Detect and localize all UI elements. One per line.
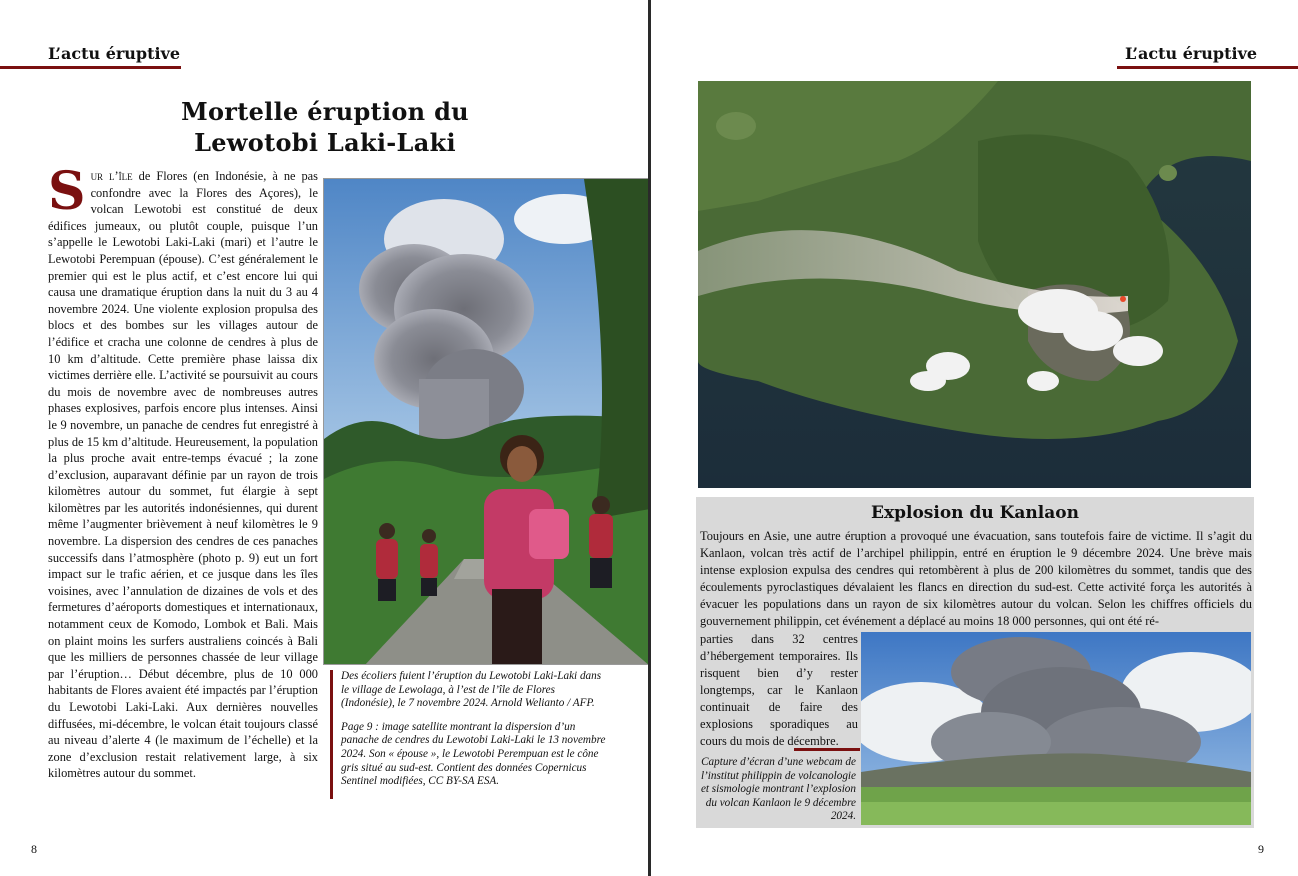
schoolchildren-illustration bbox=[324, 179, 649, 665]
kanlaon-illustration bbox=[861, 632, 1251, 825]
box-body: Toujours en Asie, une autre éruption a provoqué une évacuation, sans toutefois faire de victime. Il s’agit du Kanlaon, volcan très actif de l’archipel philippin, entré en éruption le 9 décembre 2024. Une brève mais intense explosion expulsa des cendres qui retombèrent à plus de 200 kilomètres du sommet, tandis que des écoulements pyroclastiques dévalaient les flancs en direction du sud-est. Cette activité força les autorités à évacuer les populations dans un rayon de six kilomètres autour du volcan. Selon les chiffres officiels du gouvernement philippin, cet événement a déplacé au moins 18 000 personnes, qui ont été ré- bbox=[700, 529, 1252, 628]
kanlaon-photo bbox=[861, 632, 1251, 825]
satellite-image bbox=[698, 81, 1251, 488]
rubric-underline bbox=[1117, 66, 1298, 69]
rubric-underline bbox=[0, 66, 181, 69]
title-line-2: Lewotobi Laki-Laki bbox=[194, 128, 456, 157]
page-number: 9 bbox=[1258, 842, 1264, 856]
article-body bbox=[48, 161, 319, 782]
caption-rule bbox=[794, 748, 860, 751]
box-body-wrap: parties dans 32 centres d’hébergement temporaires. Ils risquent bien d’y rester longtemps, car le Kanlaon continuait de faire des explosions sporadiques au cours du mois de décembre. bbox=[700, 632, 858, 748]
page-number: 8 bbox=[31, 842, 37, 856]
schoolchildren-photo bbox=[323, 178, 649, 665]
section-rubric: L’actu éruptive bbox=[48, 44, 181, 63]
photo-caption: Des écoliers fuient l’éruption du Lewotobi Laki-Laki dans le village de Lewolaga, à l’est de l’île de Flores (Indonésie), le 7 novembre 2024. Arnold Welianto / AFP. bbox=[341, 670, 602, 710]
photo-captions bbox=[330, 670, 609, 799]
lead-smallcaps: ur l’île bbox=[90, 169, 133, 183]
satellite-caption: Page 9 : image satellite montrant la dispersion d’un panache de cendres du Lewotobi Laki-Laki le 13 novembre 2024. Son « épouse », le Lewotobi Perempuan est le cône gris situé au sud-est. Contient des données Copernicus Sentinel modifiées, CC BY-SA ESA. bbox=[341, 720, 606, 788]
kanlaon-box bbox=[696, 497, 1254, 828]
satellite-illustration bbox=[698, 81, 1251, 488]
left-page bbox=[0, 0, 648, 876]
box-title: Explosion du Kanlaon bbox=[871, 503, 1079, 523]
kanlaon-caption: Capture d’écran d’une webcam de l’institut philippin de volcanologie et sismologie montrant l’explosion du volcan Kanlaon le 9 décembre 2024. bbox=[700, 756, 856, 823]
drop-cap: S bbox=[48, 161, 86, 222]
body-text: de Flores (en Indonésie, à ne pas confondre avec la Flores des Açores), le volcan Lewotobi est constitué de deux édifices jumeaux, ou plutôt couple, puisque l’un s’appelle le Lewotobi Laki-Laki (mari) et l’autre le Lewotobi Perempuan (épouse). C’est généralement le premier qui est le plus actif, et c’est encore lui qui causa une dramatique éruption dans la nuit du 3 au 4 novembre 2024. Une violente explosion propulsa des blocs et des bombes sur les villages autour de l’édifice et cracha une colonne de cendres à plus de 10 km d’altitude. Cette première phase laissa dix victimes derrière elle. L’activité se poursuivit au cours du mois de novembre avec de nombreuses autres phases explosives, parfois encore plus intenses. Ainsi le 9 novembre, un panache de cendres fut enregistré à plus de 15 km d’altitude. Heureusement, la population la plus proche avait entre-temps évacué ; la zone d’exclusion, auparavant définie par un rayon de trois kilomètres autour du sommet, fut élargie à sept kilomètres par les autorités indonésiennes, qui durent même l’augmenter brièvement à neuf kilomètres le 9 novembre. La dispersion des cendres de ces panaches successifs dans l’atmosphère (photo p. 9) eut un fort impact sur le trafic aérien, et ce jusque dans les îles voisines, avec l’annulation de dizaines de vols et des fermetures d’aéroports domestiques et internationaux, notamment ceux de Komodo, Lombok et Bali. Mais on plaint moins les surfers australiens coincés à Bali que les milliers de personnes chassée de leur village par l’éruption… Début décembre, plus de 10 000 habitants de Flores avaient été impactés par l’éruption du Lewotobi Laki-Laki. Aux dernières nouvelles diffusées, mi-décembre, le volcan était toujours classé au niveau d’alerte 4 (le maximum de l’échelle) et la zone d’exclusion restait relativement large, à six kilomètres autour du sommet. bbox=[48, 169, 319, 781]
section-rubric: L’actu éruptive bbox=[1125, 44, 1258, 63]
title-line-1: Mortelle éruption du bbox=[181, 97, 469, 126]
article-title bbox=[160, 96, 490, 158]
